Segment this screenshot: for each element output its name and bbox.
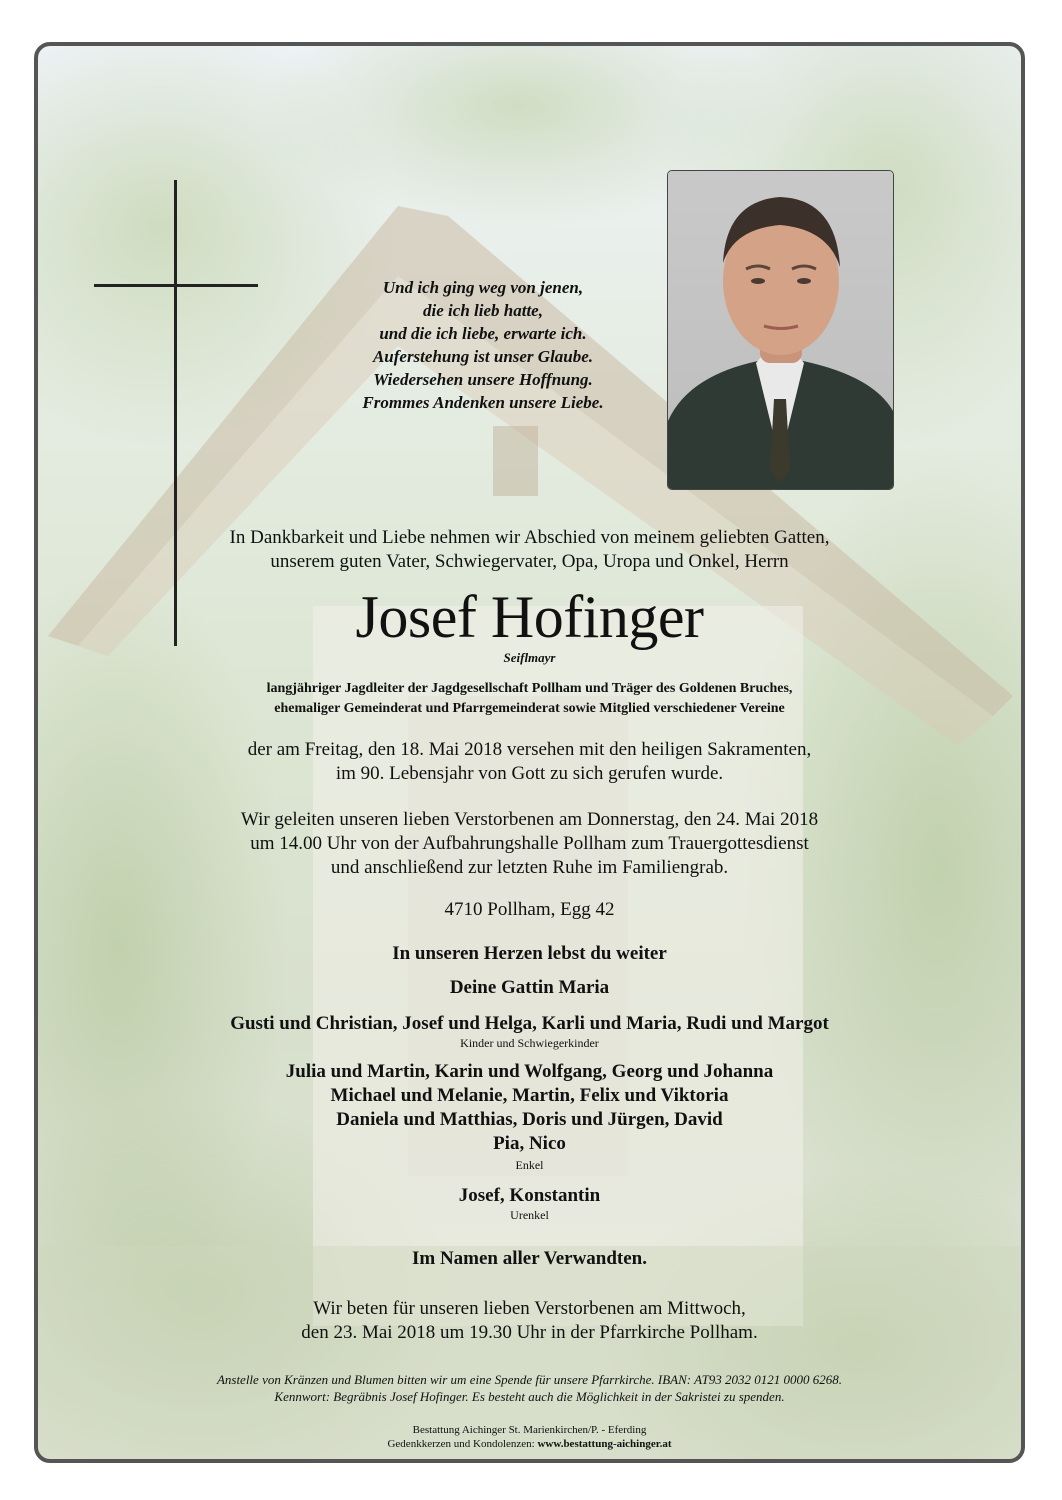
roles-line: ehemaliger Gemeinderat und Pfarrgemeinderat sowie Mitglied verschiedener Vereine <box>274 701 785 716</box>
rosary-info <box>38 1297 1021 1345</box>
cross-vertical-bar <box>174 180 177 646</box>
funeral-line: um 14.00 Uhr von der Aufbahrungshalle Pollham zum Trauergottesdienst <box>250 833 809 854</box>
portrait-photo <box>667 170 894 490</box>
family-address: 4710 Pollham, Egg 42 <box>444 899 615 920</box>
rosary-line: Wir beten für unseren lieben Verstorbenen am Mittwoch, <box>313 1298 746 1319</box>
donation-line: Anstelle von Kränzen und Blumen bitten wir um eine Spende für unsere Pfarrkirche. IBAN: AT93 2032 0121 0000 6268. <box>216 1372 843 1387</box>
donation-line: Kennwort: Begräbnis Josef Hofinger. Es besteht auch die Möglichkeit in der Sakristei zu spenden. <box>274 1389 785 1404</box>
cross-horizontal-bar <box>94 284 258 287</box>
poem-line: und die ich liebe, erwarte ich. <box>379 324 587 343</box>
roles-text <box>38 679 1021 719</box>
intro-line: unserem guten Vater, Schwiegervater, Opa, Uropa und Onkel, Herrn <box>270 551 789 572</box>
intro-text <box>38 526 1021 574</box>
deceased-name: Josef Hofinger <box>355 584 704 650</box>
grandchildren-line: Pia, Nico <box>493 1133 566 1154</box>
funeral-info <box>38 808 1021 880</box>
heart-line: In unseren Herzen lebst du weiter <box>392 943 667 964</box>
poem-line: die ich lieb hatte, <box>423 301 543 320</box>
death-line: im 90. Lebensjahr von Gott zu sich gerufen wurde. <box>335 763 724 784</box>
obituary-card <box>34 42 1025 1463</box>
poem-line: Frommes Andenken unsere Liebe. <box>362 393 604 412</box>
funeral-line: Wir geleiten unseren lieben Verstorbenen am Donnerstag, den 24. Mai 2018 <box>240 809 819 830</box>
footer-contact-label: Gedenkkerzen und Kondolenzen: <box>387 1438 538 1450</box>
great-grandchildren-names: Josef, Konstantin <box>458 1185 601 1206</box>
footer <box>38 1423 1021 1451</box>
deceased-nickname: Seiflmayr <box>503 650 556 665</box>
poem-line: Und ich ging weg von jenen, <box>382 278 584 297</box>
death-line: der am Freitag, den 18. Mai 2018 versehen mit den heiligen Sakramenten, <box>247 739 812 760</box>
footer-contact <box>38 1437 1021 1451</box>
rosary-line: den 23. Mai 2018 um 19.30 Uhr in der Pfarrkirche Pollham. <box>301 1322 758 1343</box>
roles-line: langjähriger Jagdleiter der Jagdgesellschaft Pollham und Träger des Goldenen Bruches, <box>266 681 793 696</box>
wife-line: Deine Gattin Maria <box>449 977 610 998</box>
grandchildren-names <box>38 1060 1021 1156</box>
children-caption: Kinder und Schwiegerkinder <box>460 1036 599 1050</box>
great-grandchildren-caption: Urenkel <box>510 1208 549 1222</box>
intro-line: In Dankbarkeit und Liebe nehmen wir Abschied von meinem geliebten Gatten, <box>229 527 830 548</box>
funeral-line: und anschließend zur letzten Ruhe im Familiengrab. <box>330 857 729 878</box>
death-notice <box>38 738 1021 786</box>
grandchildren-line: Daniela und Matthias, Doris und Jürgen, David <box>336 1109 723 1130</box>
grandchildren-line: Julia und Martin, Karin und Wolfgang, Georg und Johanna <box>285 1061 774 1082</box>
children-names: Gusti und Christian, Josef und Helga, Karli und Maria, Rudi und Margot <box>230 1013 829 1034</box>
footer-website-link[interactable]: www.bestattung-aichinger.at <box>537 1438 672 1450</box>
donation-note <box>38 1371 1021 1405</box>
grandchildren-caption: Enkel <box>515 1158 544 1172</box>
relatives-line: Im Namen aller Verwandten. <box>411 1248 648 1269</box>
memorial-poem <box>288 276 678 414</box>
footer-company: Bestattung Aichinger St. Marienkirchen/P. - Eferding <box>412 1424 647 1436</box>
grandchildren-line: Michael und Melanie, Martin, Felix und Viktoria <box>330 1085 729 1106</box>
poem-line: Auferstehung ist unser Glaube. <box>372 347 594 366</box>
poem-line: Wiedersehen unsere Hoffnung. <box>373 370 593 389</box>
